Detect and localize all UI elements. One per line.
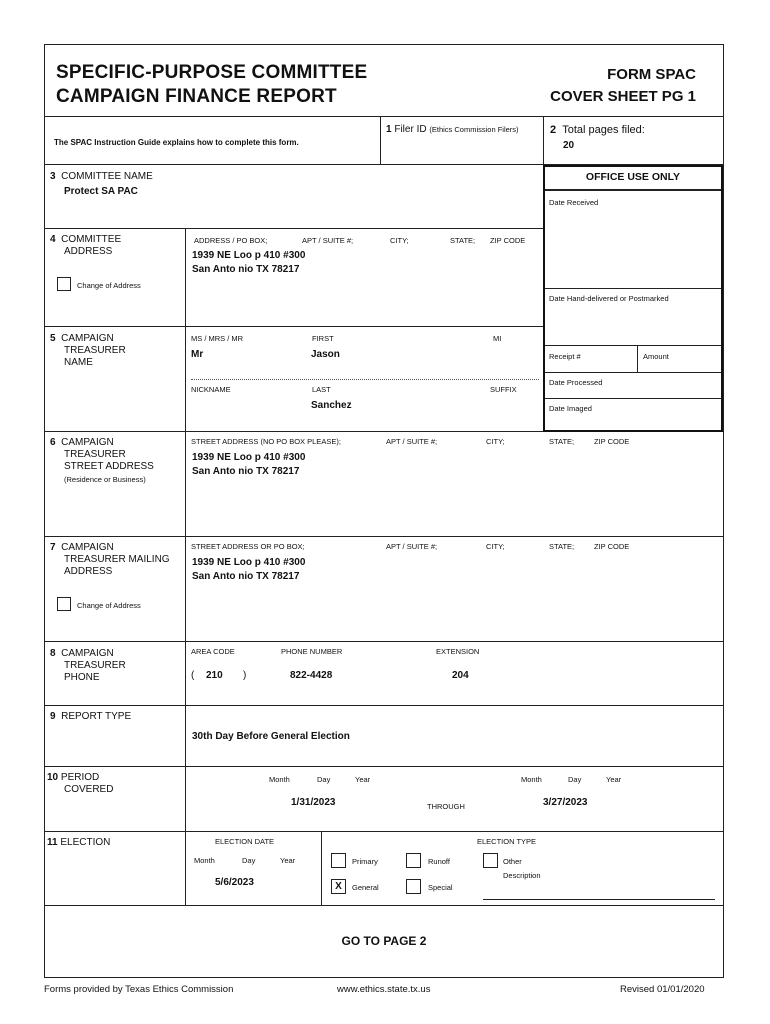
other-checkbox[interactable] xyxy=(483,853,498,868)
to-year-label: Year xyxy=(606,775,622,784)
col-suffix: SUFFIX xyxy=(490,385,517,394)
divider xyxy=(44,116,724,117)
election-month-label: Month xyxy=(194,856,215,865)
divider xyxy=(44,766,724,767)
report-type-label: 9 REPORT TYPE xyxy=(50,711,132,722)
committee-address-label: 4 COMMITTEE ADDRESS xyxy=(50,234,122,257)
total-pages-label: 2 Total pages filed: xyxy=(550,124,645,136)
election-label: 11 ELECTION xyxy=(47,837,111,848)
change-of-address-label: Change of Address xyxy=(77,281,141,290)
form-title-line2: CAMPAIGN FINANCE REPORT xyxy=(56,86,337,107)
description-label: Description xyxy=(503,871,541,880)
divider xyxy=(44,326,543,327)
form-subtitle: COVER SHEET PG 1 xyxy=(550,88,696,105)
col-apt: APT / SUITE #; xyxy=(302,236,354,245)
mailing-change-of-address-checkbox[interactable] xyxy=(57,597,71,611)
divider xyxy=(545,288,721,289)
mailing-change-of-address-label: Change of Address xyxy=(77,601,141,610)
from-month-label: Month xyxy=(269,775,290,784)
election-year-label: Year xyxy=(280,856,296,865)
committee-name-field[interactable]: Protect SA PAC xyxy=(64,186,138,197)
divider xyxy=(545,189,721,191)
col-extension: EXTENSION xyxy=(436,647,480,656)
to-month-label: Month xyxy=(521,775,542,784)
col-first: FIRST xyxy=(312,334,334,343)
amount-label: Amount xyxy=(643,352,669,361)
residence-note: (Residence or Business) xyxy=(64,475,146,484)
col-zip: ZIP CODE xyxy=(594,542,630,551)
paren-close: ) xyxy=(243,670,247,681)
col-city: CITY; xyxy=(486,542,505,551)
date-received-label: Date Received xyxy=(549,198,599,207)
period-covered-label: 10 PERIOD COVERED xyxy=(47,772,114,795)
col-address: ADDRESS / PO BOX; xyxy=(194,236,268,245)
extension-field[interactable]: 204 xyxy=(452,670,469,681)
election-day-label: Day xyxy=(242,856,256,865)
treasurer-prefix-field[interactable]: Mr xyxy=(191,349,204,360)
treasurer-name-label: 5 CAMPAIGN TREASURER NAME xyxy=(50,333,126,368)
divider xyxy=(44,536,724,537)
election-date-header: ELECTION DATE xyxy=(215,837,275,846)
primary-checkbox[interactable] xyxy=(331,853,346,868)
divider xyxy=(380,116,381,164)
treasurer-mailing-label: 7 CAMPAIGN TREASURER MAILING ADDRESS xyxy=(50,542,170,577)
general-checkbox[interactable]: X xyxy=(331,879,346,894)
runoff-label: Runoff xyxy=(428,857,450,866)
col-state: STATE; xyxy=(549,542,575,551)
election-date-field[interactable]: 5/6/2023 xyxy=(215,877,254,888)
col-apt: APT / SUITE #; xyxy=(386,542,438,551)
date-processed-label: Date Processed xyxy=(549,378,603,387)
treasurer-street-line2[interactable]: San Anto nio TX 78217 xyxy=(192,466,300,477)
col-prefix: MS / MRS / MR xyxy=(191,334,244,343)
committee-name-label: 3 COMMITTEE NAME xyxy=(50,171,153,182)
divider xyxy=(185,228,186,905)
divider xyxy=(44,228,543,229)
footer-left: Forms provided by Texas Ethics Commission xyxy=(44,984,234,995)
col-area-code: AREA CODE xyxy=(191,647,235,656)
treasurer-street-line1[interactable]: 1939 NE Loo p 410 #300 xyxy=(192,452,306,463)
divider xyxy=(321,831,322,905)
date-imaged-label: Date Imaged xyxy=(549,404,592,413)
phone-number-field[interactable]: 822-4428 xyxy=(290,670,333,681)
col-street-address: STREET ADDRESS (NO PO BOX PLEASE); xyxy=(191,437,341,446)
treasurer-last-field[interactable]: Sanchez xyxy=(311,400,352,411)
divider xyxy=(44,905,724,906)
period-from-field[interactable]: 1/31/2023 xyxy=(291,797,336,808)
treasurer-phone-label: 8 CAMPAIGN TREASURER PHONE xyxy=(50,648,126,683)
col-city: CITY; xyxy=(390,236,409,245)
office-use-title: OFFICE USE ONLY xyxy=(585,171,681,183)
filer-id-label: 1 Filer ID (Ethics Commission Filers) xyxy=(386,124,519,135)
divider xyxy=(543,116,544,164)
date-hand-delivered-label: Date Hand-delivered or Postmarked xyxy=(549,294,669,303)
committee-address-line1[interactable]: 1939 NE Loo p 410 #300 xyxy=(192,250,306,261)
general-label: General xyxy=(352,883,379,892)
col-nickname: NICKNAME xyxy=(191,385,231,394)
divider xyxy=(44,831,724,832)
col-last: LAST xyxy=(312,385,331,394)
description-underline xyxy=(483,899,715,900)
report-type-field[interactable]: 30th Day Before General Election xyxy=(192,731,350,742)
col-street-address: STREET ADDRESS OR PO BOX; xyxy=(191,542,305,551)
footer-url[interactable]: www.ethics.state.tx.us xyxy=(337,984,431,995)
special-checkbox[interactable] xyxy=(406,879,421,894)
col-zip: ZIP CODE xyxy=(490,236,526,245)
divider xyxy=(44,641,724,642)
divider xyxy=(545,345,721,346)
treasurer-mailing-line1[interactable]: 1939 NE Loo p 410 #300 xyxy=(192,557,306,568)
election-type-header: ELECTION TYPE xyxy=(477,837,537,846)
treasurer-mailing-line2[interactable]: San Anto nio TX 78217 xyxy=(192,571,300,582)
divider xyxy=(44,705,724,706)
from-year-label: Year xyxy=(355,775,371,784)
divider xyxy=(545,398,721,399)
divider xyxy=(637,345,638,372)
to-day-label: Day xyxy=(568,775,582,784)
change-of-address-checkbox[interactable] xyxy=(57,277,71,291)
divider xyxy=(545,372,721,373)
receipt-label: Receipt # xyxy=(549,352,581,361)
primary-label: Primary xyxy=(352,857,378,866)
instruction-text: The SPAC Instruction Guide explains how to complete this form. xyxy=(54,138,299,147)
treasurer-street-label: 6 CAMPAIGN TREASURER STREET ADDRESS xyxy=(50,437,154,472)
col-zip: ZIP CODE xyxy=(594,437,630,446)
form-title-line1: SPECIFIC-PURPOSE COMMITTEE xyxy=(56,62,368,83)
special-label: Special xyxy=(428,883,453,892)
treasurer-first-field[interactable]: Jason xyxy=(311,349,340,360)
runoff-checkbox[interactable] xyxy=(406,853,421,868)
through-label: THROUGH xyxy=(427,802,465,811)
form-id: FORM SPAC xyxy=(607,66,696,83)
from-day-label: Day xyxy=(317,775,331,784)
total-pages-field[interactable]: 20 xyxy=(563,140,575,151)
col-phone-number: PHONE NUMBER xyxy=(281,647,343,656)
period-to-field[interactable]: 3/27/2023 xyxy=(543,797,588,808)
area-code-field[interactable]: 210 xyxy=(206,670,223,681)
col-mi: MI xyxy=(493,334,502,343)
col-state: STATE; xyxy=(450,236,476,245)
col-city: CITY; xyxy=(486,437,505,446)
col-state: STATE; xyxy=(549,437,575,446)
col-apt: APT / SUITE #; xyxy=(386,437,438,446)
go-to-page-2: GO TO PAGE 2 xyxy=(341,934,427,948)
committee-address-line2[interactable]: San Anto nio TX 78217 xyxy=(192,264,300,275)
paren-open: ( xyxy=(191,670,195,681)
footer-revised: Revised 01/01/2020 xyxy=(620,984,705,995)
dotted-divider xyxy=(191,379,539,380)
other-label: Other xyxy=(503,857,522,866)
